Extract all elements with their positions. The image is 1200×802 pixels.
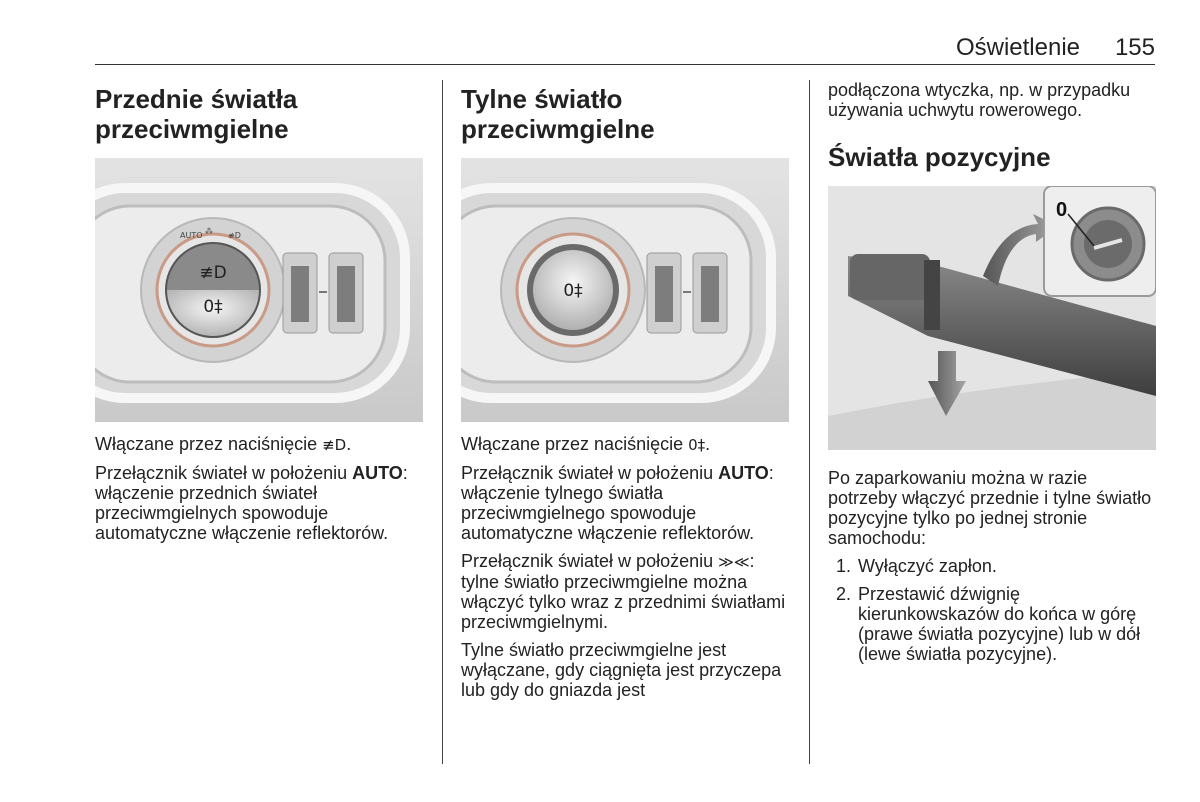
auto-label: AUTO <box>718 463 769 483</box>
text: . <box>346 434 352 454</box>
section-title: Oświetlenie <box>955 34 1080 61</box>
heading-front-fog-lights: Przednie światła przeciwmgielne <box>95 84 298 144</box>
knob-rear-fog-symbol: 0‡ <box>203 297 223 317</box>
step-number: 2. <box>836 584 852 604</box>
paragraph <box>461 551 789 632</box>
column-divider <box>809 80 810 764</box>
text: : włączenie tylnego światła przeciwmgielnego spowoduje automatyczne włączenie reflektorów. <box>461 463 774 543</box>
rear-fog-switch-illustration <box>461 158 789 422</box>
step-text: Wyłączyć zapłon. <box>858 556 997 576</box>
column-front-fog <box>95 80 423 551</box>
text: Przełącznik świateł w położeniu <box>461 551 719 571</box>
knob-front-fog-symbol: ≢D <box>199 263 227 283</box>
paragraph <box>95 463 423 543</box>
heading-rear-fog-light: Tylne światło przeciwmgielne <box>461 84 655 144</box>
paragraph: Tylne światło przeciwmgielne jest wyłączane, gdy ciągnięta jest przyczepa lub gdy do gniazda jest <box>461 640 782 700</box>
text: Przełącznik świateł w położeniu <box>461 463 719 483</box>
text: . <box>705 434 711 454</box>
position-lights-icon: ≫≪ <box>718 553 750 571</box>
text: : tylne światło przeciwmgielne można włączyć tylko wraz z przednimi światłami przeciwmgielnymi. <box>461 551 786 632</box>
ignition-off-label: 0 <box>1056 199 1068 221</box>
paragraph <box>461 434 789 455</box>
auto-label: AUTO <box>352 463 403 483</box>
column-divider <box>442 80 443 764</box>
paragraph-continued: podłączona wtyczka, np. w przypadku używania uchwytu rowerowego. <box>828 80 1131 120</box>
page-header <box>95 34 1155 65</box>
paragraph <box>461 463 789 543</box>
paragraph <box>95 434 423 455</box>
text: : włączenie przednich świateł przeciwmgielnych spowoduje automatyczne włączenie reflektorów. <box>95 463 408 543</box>
dial-label-position: ⁂ <box>205 227 213 236</box>
dial-label-auto: AUTO <box>180 231 203 240</box>
steps-list <box>828 556 1156 664</box>
text: Przełącznik świateł w położeniu <box>95 463 353 483</box>
page-number: 155 <box>1114 34 1155 61</box>
text: Włączane przez naciśnięcie <box>95 434 323 454</box>
dial-label-fog: ≢D <box>228 231 241 240</box>
knob-rear-fog-symbol: 0‡ <box>563 281 583 301</box>
paragraph: Po zaparkowaniu można w razie potrzeby włączyć przednie i tylne światło pozycyjne tylko po jednej stronie samochodu: <box>828 468 1152 548</box>
step-text: Przestawić dźwignię kierunkowskazów do końca w górę (prawe światła pozycyjne) lub w dół (lewe światła pozycyjne). <box>858 584 1141 664</box>
heading-parking-lights: Światła pozycyjne <box>828 142 1051 172</box>
front-fog-icon: ≢D <box>322 436 347 454</box>
column-parking-lights <box>828 80 1156 672</box>
step-number: 1. <box>836 556 852 576</box>
column-rear-fog <box>461 80 789 708</box>
front-fog-switch-illustration <box>95 158 423 422</box>
list-item <box>828 556 1156 576</box>
rear-fog-icon: 0‡ <box>688 436 706 454</box>
list-item <box>828 584 1156 664</box>
text: Włączane przez naciśnięcie <box>461 434 689 454</box>
turn-signal-lever-illustration <box>828 186 1156 450</box>
